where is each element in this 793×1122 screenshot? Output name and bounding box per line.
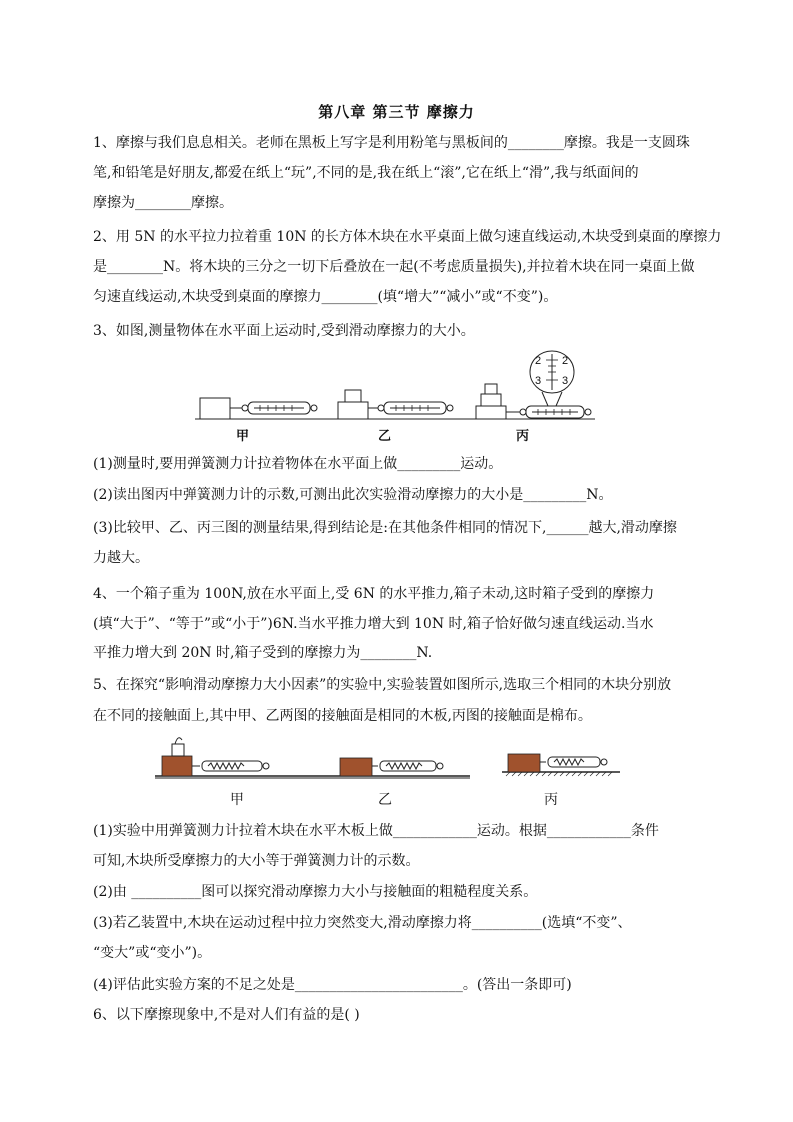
text-line: 摩擦为________摩擦。 <box>93 195 233 211</box>
text-line: 5、在探究“影响滑动摩擦力大小因素”的实验中,实验装置如图所示,选取三个相同的木块分别放 <box>93 677 672 693</box>
text-line: 力越大。 <box>93 550 149 566</box>
figure-label-yi: 乙 <box>378 429 392 444</box>
text-line: “变大”或“变小”)。 <box>93 945 212 961</box>
text-line: 平推力增大到 20N 时,箱子受到的摩擦力为________N. <box>93 645 433 661</box>
gauge-number: 3 <box>562 375 569 387</box>
text-line: 是________N。将木块的三分之一切下后叠放在一起(不考虑质量损失),并拉着木块在同一桌面上做 <box>93 259 695 275</box>
text-line: 1、摩擦与我们息息相关。老师在黑板上写字是利用粉笔与黑板间的________摩擦。我是一支圆珠 <box>93 135 690 151</box>
text-line: (1)实验中用弹簧测力计拉着木块在水平木板上做____________运动。根据____________条件 <box>93 823 659 839</box>
text-line: (3)若乙装置中,木块在运动过程中拉力突然变大,滑动摩擦力将__________(选填“不变”、 <box>93 915 632 931</box>
figure-label-bing: 丙 <box>544 792 558 808</box>
text-line: 3、如图,测量物体在水平面上运动时,受到滑动摩擦力的大小。 <box>93 323 475 339</box>
text-line: (1)测量时,要用弹簧测力计拉着物体在水平面上做_________运动。 <box>93 456 503 472</box>
gauge-number: 3 <box>535 375 542 387</box>
page-title: 第八章 第三节 摩擦力 <box>318 103 475 121</box>
text-line: (填“大于”、“等于”或“小于”)6N.当水平推力增大到 10N 时,箱子恰好做匀速直线运动.当水 <box>93 616 654 632</box>
wood-block-figure-2 <box>150 732 630 812</box>
text-line: 可知,木块所受摩擦力的大小等于弹簧测力计的示数。 <box>93 853 420 869</box>
text-line: 4、一个箱子重为 100N,放在水平面上,受 6N 的水平推力,箱子未动,这时箱子受到的摩擦力 <box>93 586 655 602</box>
text-line: (3)比较甲、乙、丙三图的测量结果,得到结论是:在其他条件相同的情况下,______越大,滑动摩擦 <box>93 520 677 536</box>
gauge-number: 2 <box>562 355 569 367</box>
figure-label-jia: 甲 <box>230 792 244 808</box>
text-line: 笔,和铅笔是好朋友,都爱在纸上“玩”,不同的是,我在纸上“滚”,它在纸上“滑”,我与纸面间的 <box>93 165 639 181</box>
text-line: 在不同的接触面上,其中甲、乙两图的接触面是相同的木板,丙图的接触面是棉布。 <box>93 708 592 724</box>
figure-label-jia: 甲 <box>236 429 250 444</box>
gauge-number: 2 <box>535 355 542 367</box>
text-line: (2)读出图丙中弹簧测力计的示数,可测出此次实验滑动摩擦力的大小是_________N。 <box>93 487 613 503</box>
text-line: 6、以下摩擦现象中,不是对人们有益的是( ) <box>93 1007 360 1023</box>
figure-label-bing: 丙 <box>516 429 530 444</box>
text-line: 2、用 5N 的水平拉力拉着重 10N 的长方体木块在水平桌面上做匀速直线运动,木块受到桌面的摩擦力 <box>93 229 722 245</box>
text-line: 匀速直线运动,木块受到桌面的摩擦力________(填“增大”“减小”或“不变”)。 <box>93 289 558 305</box>
figure-label-yi: 乙 <box>378 792 392 808</box>
spring-balance-figure-1 <box>190 350 610 450</box>
text-line: (2)由 __________图可以探究滑动摩擦力大小与接触面的粗糙程度关系。 <box>93 884 538 900</box>
text-line: (4)评估此实验方案的不足之处是________________________。(答出一条即可) <box>93 977 572 993</box>
